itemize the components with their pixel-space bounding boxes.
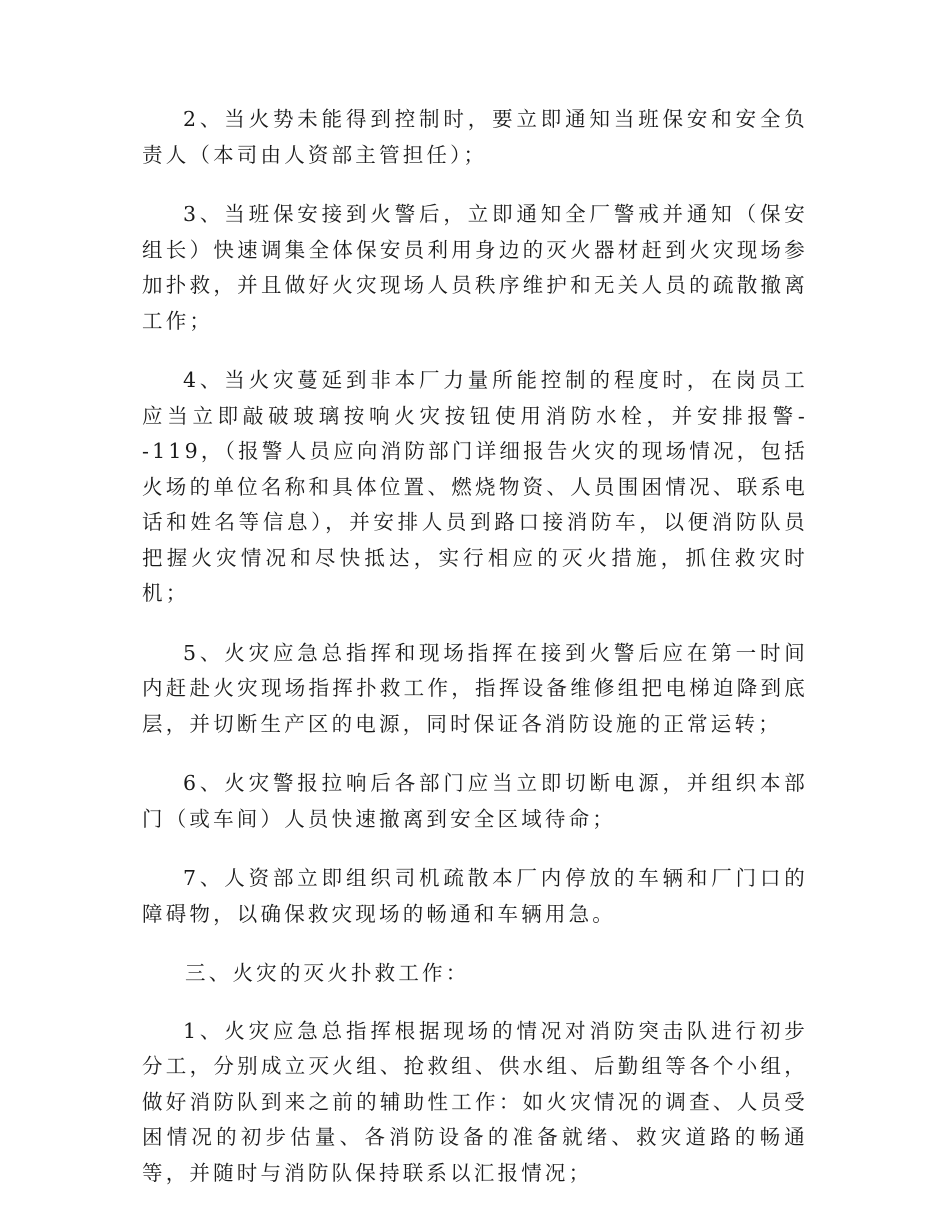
paragraph-item-7: 7、人资部立即组织司机疏散本厂内停放的车辆和厂门口的障碍物，以确保救灾现场的畅通和车辆用急。 [142,866,808,926]
section-heading: 三、火灾的灭火扑救工作： [185,961,470,985]
paragraph-item-5: 5、火灾应急总指挥和现场指挥在接到火警后应在第一时间内赶赴火灾现场指挥扑救工作，指挥设备维修组把电梯迫降到底层，并切断生产区的电源，同时保证各消防设施的正常运转； [142,640,808,736]
section-paragraph-item-1: 1、火灾应急总指挥根据现场的情况对消防突击队进行初步分工，分别成立灭火组、抢救组、供水组、后勤组等各个小组，做好消防队到来之前的辅助性工作：如火灾情况的调查、人员受困情况的初步估量、各消防设备的准备就绪、救灾道路的畅通等，并随时与消防队保持联系以汇报情况； [142,1018,808,1185]
paragraph-item-3: 3、当班保安接到火警后，立即通知全厂警戒并通知（保安组长）快速调集全体保安员利用身边的灭火器材赶到火灾现场参加扑救，并且做好火灾现场人员秩序维护和无关人员的疏散撤离工作； [142,202,808,333]
paragraph-item-4: 4、当火灾蔓延到非本厂力量所能控制的程度时，在岗员工应当立即敲破玻璃按响火灾按钮使用消防水栓，并安排报警--119，（报警人员应向消防部门详细报告火灾的现场情况，包括火场的单位名称和具体位置、燃烧物资、人员围困情况、联系电话和姓名等信息），并安排人员到路口接消防车，以便消防队员把握火灾情况和尽快抵达，实行相应的灭火措施，抓住救灾时机； [142,368,808,605]
paragraph-item-6: 6、火灾警报拉响后各部门应当立即切断电源，并组织本部门（或车间）人员快速撤离到安全区域待命； [142,771,808,831]
paragraph-item-2: 2、当火势未能得到控制时，要立即通知当班保安和安全负责人（本司由人资部主管担任）； [142,107,808,167]
